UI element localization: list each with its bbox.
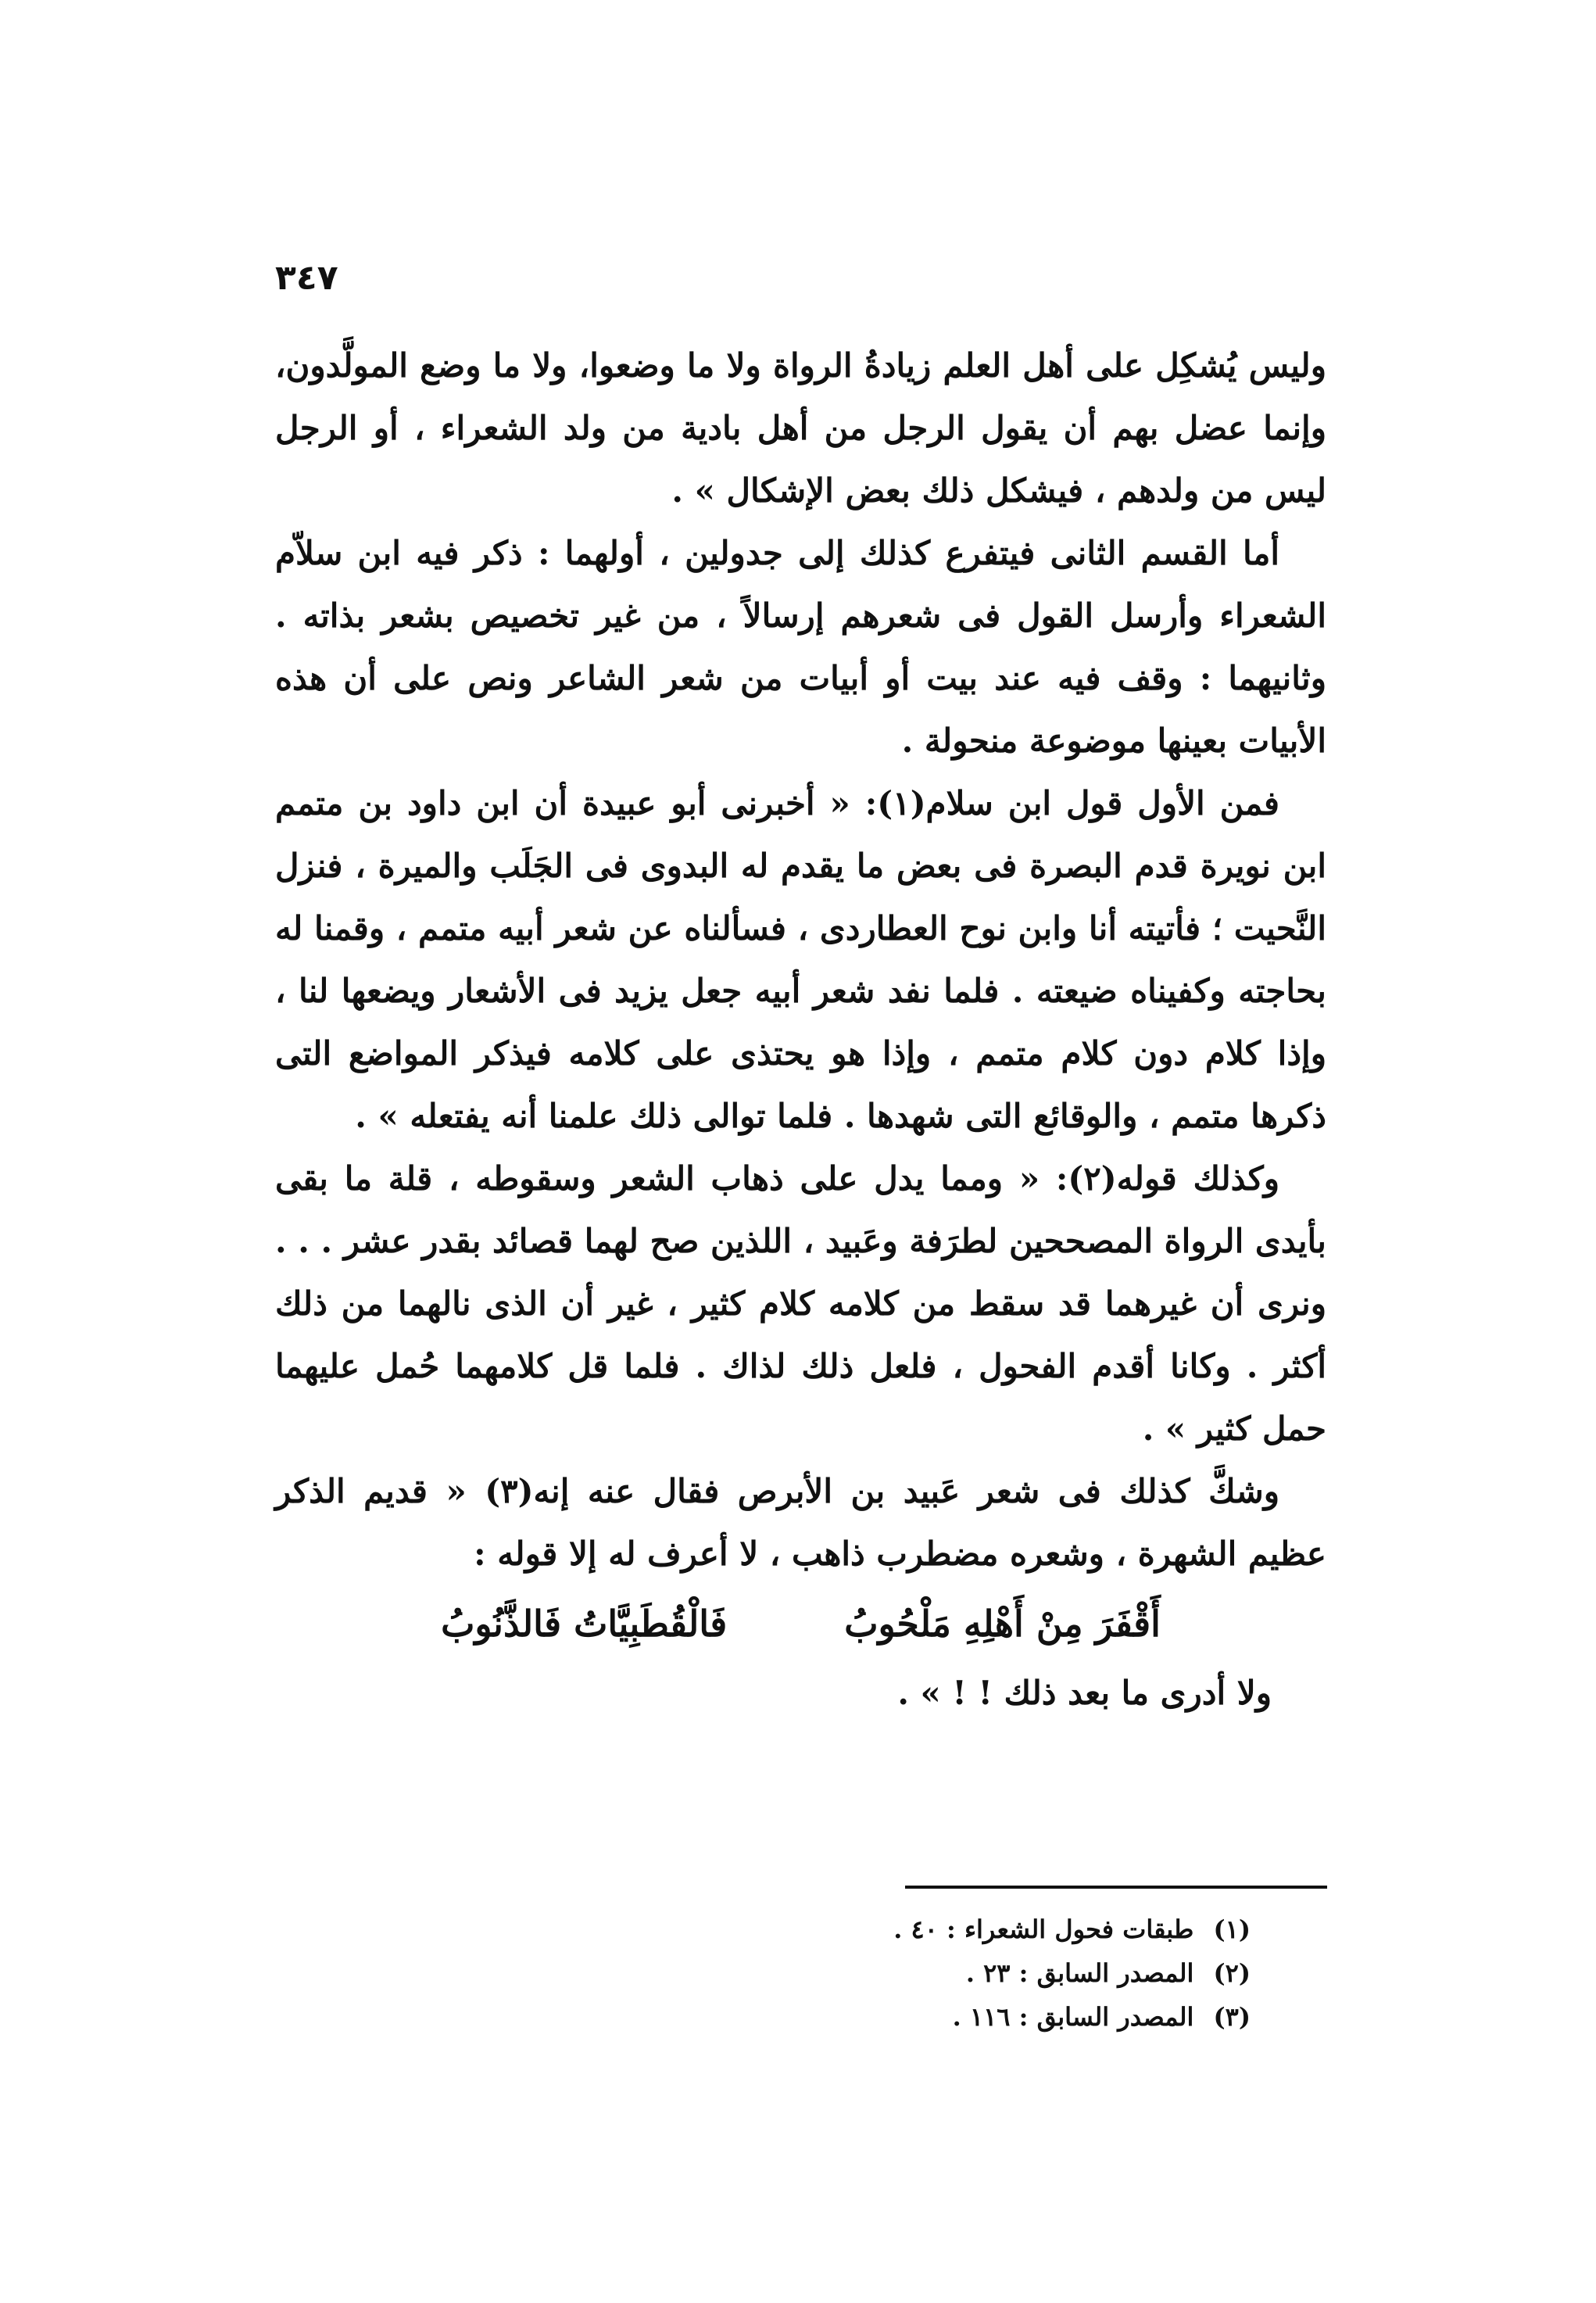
page-number: ٣٤٧ [275, 258, 338, 298]
footnote-1 [782, 1907, 1251, 1951]
paragraph-1: وليس يُشكِل على أهل العلم زيادةُ الرواة ولا ما وضعوا، ولا ما وضع المولَّدون، وإنما عضل بهم أن يقول الرجل من أهل بادية من ولد الشعراء ، أو الرجل ليس من ولدهم ، فيشكل ذلك بعض الإشكال » . [275, 346, 1326, 510]
paragraph-4: وكذلك قوله(٢): « ومما يدل على ذهاب الشعر وسقوطه ، قلة ما بقى بأيدى الرواة المصححين لطرَفة وعَبيد ، اللذين صح لهما قصائد بقدر عشر . . . ونرى أن غيرهما قد سقط من كلامه كلام كثير ، غير أن الذى نالهما من ذلك أكثر . وكانا أقدم الفحول ، فلعل ذلك لذاك . فلما قل كلامهما حُمل عليهما حمل كثير » . [275, 1159, 1326, 1448]
footnote-2 [782, 1951, 1251, 1995]
paragraph-5: وشكَّ كذلك فى شعر عَبيد بن الأبرص فقال عنه إنه(٣) « قديم الذكر عظيم الشهرة ، وشعره مضطرب ذاهب ، لا أعرف له إلا قوله : [275, 1472, 1326, 1573]
footnote-text: المصدر السابق : ١١٦ . [952, 2002, 1194, 2032]
main-text [275, 335, 1326, 1725]
footnote-3 [782, 1995, 1251, 2039]
footnote-number: (٣) [1213, 2002, 1251, 2032]
footnote-divider [905, 1886, 1327, 1889]
closing-line: ولا أدرى ما بعد ذلك ! ! » . [897, 1674, 1272, 1712]
paragraph-3: فمن الأول قول ابن سلام(١): « أخبرنى أبو عبيدة أن ابن داود بن متمم ابن نويرة قدم البصرة فى بعض ما يقدم له البدوى فى الجَلَب والميرة ، فنزل النَّحيت ؛ فأتيته أنا وابن نوح العطاردى ، فسألناه عن شعر أبيه متمم ، وقمنا له بحاجته وكفيناه ضيعته . فلما نفد شعر أبيه جعل يزيد فى الأشعار ويضعها لنا ، وإذا كلام دون كلام متمم ، وإذا هو يحتذى على كلامه فيذكر المواضع التى ذكرها متمم ، والوقائع التى شهدها . فلما توالى ذلك علمنا أنه يفتعله » . [275, 784, 1326, 1135]
footnote-number: (٢) [1213, 1958, 1251, 1988]
paragraph-2: أما القسم الثانى فيتفرع كذلك إلى جدولين ، أولهما : ذكر فيه ابن سلاّم الشعراء وأرسل القول فى شعرهم إرسالاً ، من غير تخصيص بشعر بذاته . وثانيهما : وقف فيه عند بيت أو أبيات من شعر الشاعر ونص على أن هذه الأبيات بعينها موضوعة منحولة . [275, 534, 1326, 760]
footnote-number: (١) [1213, 1914, 1251, 1944]
verse-first-hemistich: أَقْفَرَ مِنْ أَهْلِهِ مَلْحُوبُ [844, 1603, 1161, 1645]
poetry-verse [275, 1588, 1326, 1659]
verse-second-hemistich: فَالْقُطَبِيَّاتُ فَالذَّنُوبُ [441, 1603, 728, 1645]
footnote-text: طبقات فحول الشعراء : ٤٠ . [893, 1914, 1194, 1944]
footnotes [782, 1907, 1251, 2039]
footnote-text: المصدر السابق : ٢٣ . [965, 1958, 1194, 1988]
